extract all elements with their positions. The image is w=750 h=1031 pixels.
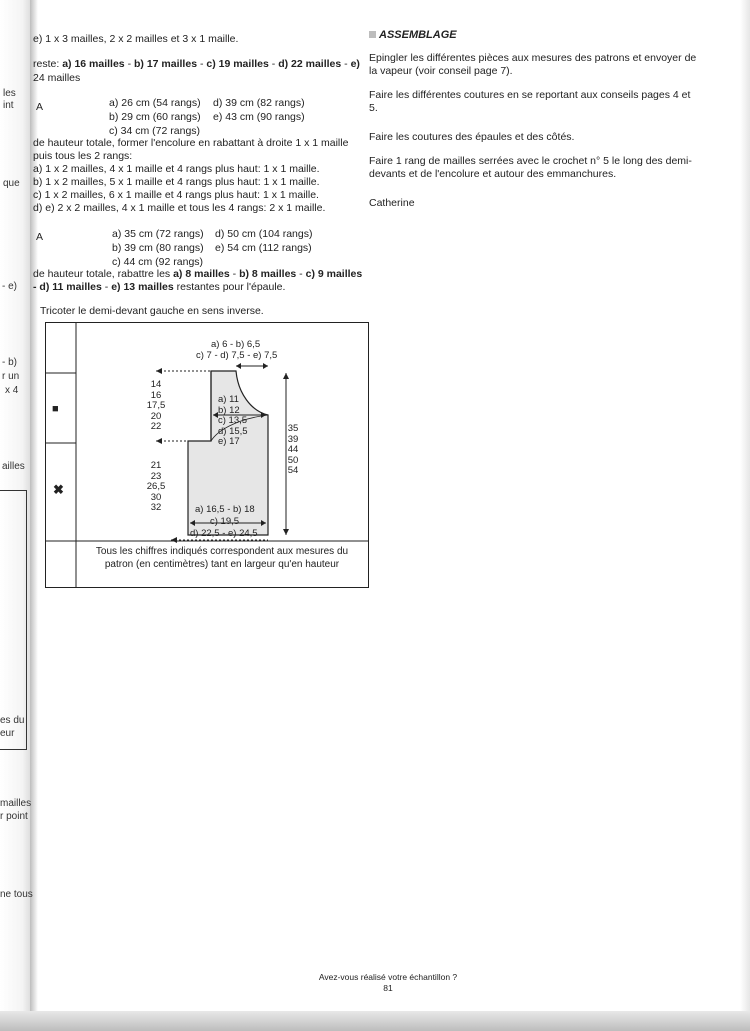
bleed-text: que <box>3 178 20 189</box>
bottom-width-label: c) 19,5 <box>210 516 240 527</box>
width-label: 30 <box>150 491 162 503</box>
reste-e: e) <box>350 58 360 70</box>
paragraph: Faire 1 rang de mailles serrées avec le crochet n° 5 le long des demi-devants et de l'encolure et autour des emmanchures. <box>369 155 692 180</box>
bleed-text: les <box>3 88 16 99</box>
height-label: 17,5 <box>146 400 166 411</box>
footer-question: Avez-vous réalisé votre échantillon ? <box>318 972 458 982</box>
text-line: e) 1 x 3 mailles, 2 x 2 mailles et 3 x 1 maille. <box>33 33 239 45</box>
measure-e: e) 54 cm (112 rangs) <box>215 242 312 254</box>
page-right-edge <box>740 0 750 1031</box>
diagram-caption <box>76 545 368 571</box>
height-label: 44 <box>287 444 299 455</box>
neck-labels <box>218 395 248 448</box>
bleed-text: int <box>3 100 14 111</box>
bleed-text: x 4 <box>5 385 19 396</box>
epaule-c: c) 9 mailles <box>305 268 363 280</box>
page-number: 81 <box>383 983 393 993</box>
right-height-labels <box>281 424 305 477</box>
measure-d: d) 50 cm (104 rangs) <box>215 228 313 240</box>
reste-c: c) 19 mailles <box>206 58 269 70</box>
measure-b: b) 29 cm (60 rangs) <box>109 111 201 123</box>
measure-d: d) 39 cm (82 rangs) <box>213 97 305 109</box>
pattern-diagram <box>45 322 369 588</box>
text-line: a) 1 x 2 mailles, 4 x 1 maille et 4 rangs plus haut: 1 x 1 maille. <box>33 163 320 175</box>
height-label: 22 <box>150 421 162 432</box>
page-bottom-edge <box>0 1011 750 1031</box>
epaule-line-2: - d) 11 mailles - e) 13 mailles restantes pour l'épaule. <box>33 281 286 293</box>
text-line: de hauteur totale, former l'encolure en rabattant à droite 1 x 1 maille <box>33 137 349 149</box>
height-label: 20 <box>150 410 162 422</box>
shoulder-width-label: a) 6 - b) 6,5 <box>211 339 261 350</box>
text-line: Tricoter le demi-devant gauche en sens inverse. <box>40 305 264 317</box>
epaule-post: restantes pour l'épaule. <box>173 281 286 293</box>
neck-label: e) 17 <box>218 436 240 447</box>
measure-e: e) 43 cm (90 rangs) <box>213 111 305 123</box>
bleed-text: r point <box>0 811 28 822</box>
height-label: 50 <box>287 454 299 466</box>
epaule-a: a) 8 mailles <box>173 268 230 280</box>
height-label: 16 <box>150 389 162 401</box>
neck-label: c) 13,5 <box>218 415 248 426</box>
height-label: 35 <box>287 423 299 434</box>
neck-label: d) 15,5 <box>218 425 248 437</box>
neck-label: a) 11 <box>218 394 239 405</box>
text-line: c) 1 x 2 mailles, 6 x 1 maille et 4 rangs plus haut: 1 x 1 maille. <box>33 189 319 201</box>
reste-a: a) 16 mailles <box>62 58 125 70</box>
assemblage-heading-row <box>369 29 699 42</box>
height-label: 39 <box>287 433 299 445</box>
left-top-labels <box>141 380 171 433</box>
measure-c: c) 44 cm (92 rangs) <box>112 256 204 268</box>
height-label: 54 <box>287 465 299 476</box>
reste-line-2: 24 mailles <box>33 72 81 84</box>
epaule-d: - d) 11 mailles <box>33 281 102 293</box>
shoulder-width-label: c) 7 - d) 7,5 - e) 7,5 <box>196 350 278 361</box>
reste-line: reste: a) 16 mailles - b) 17 mailles - c) 19 mailles - d) 22 mailles - e) <box>33 58 360 70</box>
neck-label: b) 12 <box>218 404 240 416</box>
assemblage-heading: ASSEMBLAGE <box>379 29 457 41</box>
epaule-line-1: de hauteur totale, rabattre les a) 8 mailles - b) 8 mailles - c) 9 mailles <box>33 268 363 280</box>
measure-a: a) 35 cm (72 rangs) <box>112 228 204 240</box>
section-marker: A <box>36 231 44 243</box>
text-line: d) e) 2 x 2 mailles, 4 x 1 maille et tous les 4 rangs: 2 x 1 maille. <box>33 202 326 214</box>
bleed-text: - e) <box>2 281 17 292</box>
width-label: 32 <box>150 502 162 513</box>
paragraph: Epingler les différentes pièces aux mesures des patrons et envoyer de la vapeur (voir conseil page 7). <box>369 52 697 77</box>
section-marker: A <box>36 101 44 113</box>
bleed-text: eur <box>0 728 15 739</box>
signature: Catherine <box>369 197 415 209</box>
reste-d: d) 22 mailles <box>278 58 342 70</box>
epaule-b: b) 8 mailles <box>239 268 297 280</box>
bleed-text: mailles <box>0 798 32 809</box>
cross-symbol: ✖ <box>53 482 64 497</box>
bleed-text: ne tous <box>0 889 33 900</box>
measure-b: b) 39 cm (80 rangs) <box>112 242 204 254</box>
bleed-box <box>0 490 27 750</box>
epaule-pre: de hauteur totale, rabattre les <box>33 268 174 280</box>
paragraph: Faire les différentes coutures en se reportant aux conseils pages 4 et 5. <box>369 89 691 114</box>
bottom-width-label: d) 22,5 - e) 24,5 <box>190 528 258 539</box>
epaule-e: e) 13 mailles <box>111 281 174 293</box>
bleed-text: es du <box>0 715 25 726</box>
heading-square-icon <box>369 31 376 38</box>
reste-b: b) 17 mailles <box>134 58 198 70</box>
paragraph: Faire les coutures des épaules et des côtés. <box>369 131 575 143</box>
width-label: 23 <box>150 470 162 482</box>
left-bottom-labels <box>141 461 171 514</box>
text-line: puis tous les 2 rangs: <box>33 150 133 162</box>
bleed-text: - b) <box>2 357 17 368</box>
bleed-text: ailles <box>2 461 25 472</box>
measure-c: c) 34 cm (72 rangs) <box>109 125 201 137</box>
reste-label: reste: <box>33 58 60 70</box>
width-label: 21 <box>150 460 162 471</box>
measure-a: a) 26 cm (54 rangs) <box>109 97 201 109</box>
text-line: b) 1 x 2 mailles, 5 x 1 maille et 4 rangs plus haut: 1 x 1 maille. <box>33 176 320 188</box>
bleed-text: r un <box>2 371 20 382</box>
bottom-width-label: a) 16,5 - b) 18 <box>195 504 255 515</box>
width-label: 26,5 <box>146 481 166 492</box>
height-label: 14 <box>150 379 162 390</box>
square-symbol: ■ <box>52 403 59 415</box>
caption-line: patron (en centimètres) tant en largeur qu'en hauteur <box>104 559 340 570</box>
caption-line: Tous les chiffres indiqués correspondent aux mesures du <box>95 546 349 557</box>
